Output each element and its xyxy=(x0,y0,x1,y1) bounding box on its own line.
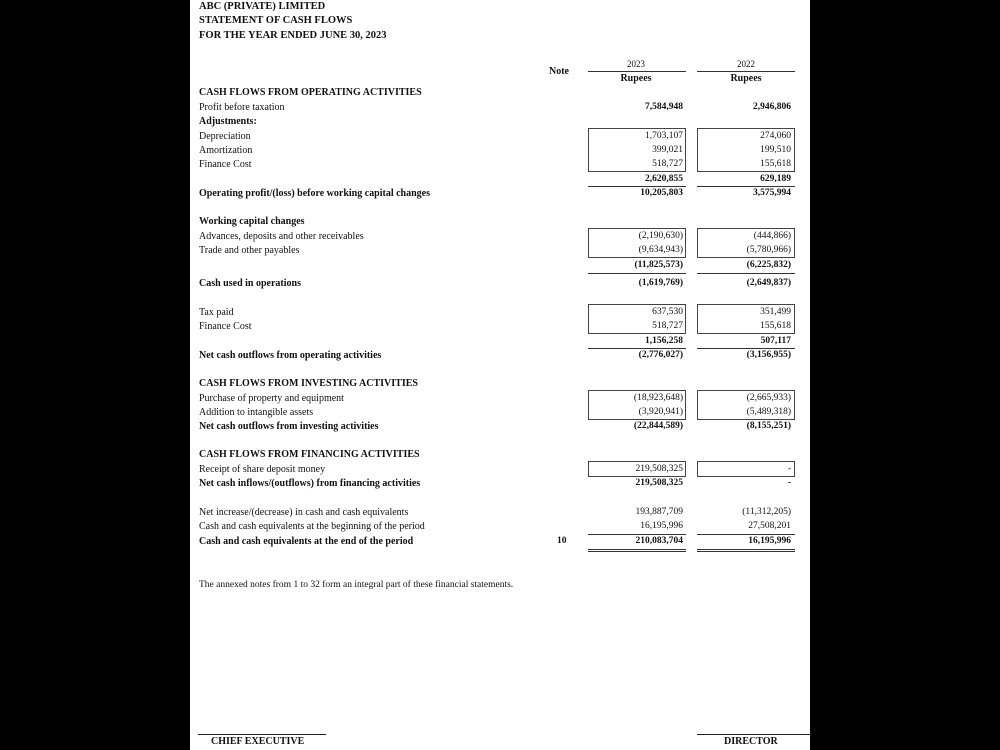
tax-total-2023: 1,156,258 xyxy=(645,336,683,346)
director-signature-line xyxy=(697,734,810,735)
adjustments-total-2022: 629,189 xyxy=(760,174,791,184)
financing-section-title: CASH FLOWS FROM FINANCING ACTIVITIES xyxy=(199,449,420,460)
finance-cost-paid-2022: 155,618 xyxy=(760,321,791,331)
beginning-cash-2022: 27,508,201 xyxy=(748,521,791,531)
year-2022-header: 2022 xyxy=(737,59,755,69)
net-operating-2022: (3,156,955) xyxy=(746,350,791,360)
tax-paid-label: Tax paid xyxy=(199,307,234,318)
tax-paid-2022: 351,499 xyxy=(760,307,791,317)
rule-tax-2022 xyxy=(697,348,795,349)
rule-end-bottom-2022 xyxy=(697,549,795,552)
net-increase-2022: (11,312,205) xyxy=(742,507,791,517)
finance-cost-2023: 518,727 xyxy=(652,159,683,169)
ending-cash-label: Cash and cash equivalents at the end of the period xyxy=(199,536,414,547)
finance-cost-paid-2023: 518,727 xyxy=(652,321,683,331)
profit-2022: 2,946,806 xyxy=(753,102,791,112)
finance-cost-label: Finance Cost xyxy=(199,159,252,170)
finance-cost-paid-label: Finance Cost xyxy=(199,321,252,332)
rule-end-top-2022 xyxy=(697,534,795,535)
period-title: FOR THE YEAR ENDED JUNE 30, 2023 xyxy=(199,30,387,41)
beginning-cash-2023: 16,195,996 xyxy=(640,521,683,531)
adjustments-label: Adjustments: xyxy=(199,116,257,127)
adjustments-total-2023: 2,620,855 xyxy=(645,174,683,184)
intangible-2022: (5,489,318) xyxy=(746,407,791,417)
advances-label: Advances, deposits and other receivables xyxy=(199,231,364,242)
net-investing-2022: (8,155,251) xyxy=(746,421,791,431)
rule-end-bottom-2023 xyxy=(588,549,686,552)
ending-cash-note: 10 xyxy=(557,536,567,546)
wc-total-2022: (6,225,832) xyxy=(746,260,791,270)
operating-profit-2022: 3,575,994 xyxy=(753,188,791,198)
statement-title: STATEMENT OF CASH FLOWS xyxy=(199,15,353,26)
statement-page xyxy=(190,0,810,750)
working-capital-title: Working capital changes xyxy=(199,216,305,227)
ceo-signature-line xyxy=(198,734,326,735)
share-deposit-2022: - xyxy=(787,464,791,474)
share-deposit-label: Receipt of share deposit money xyxy=(199,464,326,475)
ending-cash-2023: 210,083,704 xyxy=(635,536,683,546)
net-financing-2023: 219,508,325 xyxy=(635,478,683,488)
cash-used-2022: (2,649,837) xyxy=(746,278,791,288)
ending-cash-2022: 16,195,996 xyxy=(748,536,791,546)
net-operating-2023: (2,776,027) xyxy=(638,350,683,360)
rule-tax-2023 xyxy=(588,348,686,349)
intangible-2023: (3,920,941) xyxy=(638,407,683,417)
amortization-2022: 199,510 xyxy=(760,145,791,155)
intangible-label: Addition to intangible assets xyxy=(199,407,314,418)
tax-paid-2023: 637,530 xyxy=(652,307,683,317)
operating-section-title: CASH FLOWS FROM OPERATING ACTIVITIES xyxy=(199,87,422,98)
wc-total-2023: (11,825,573) xyxy=(634,260,683,270)
rule-wc-2023 xyxy=(588,273,686,274)
rule-adj-2022 xyxy=(697,186,795,187)
amortization-label: Amortization xyxy=(199,145,253,156)
finance-cost-2022: 155,618 xyxy=(760,159,791,169)
year-2023-header: 2023 xyxy=(627,59,645,69)
share-deposit-2023: 219,508,325 xyxy=(635,464,683,474)
depreciation-label: Depreciation xyxy=(199,131,251,142)
note-header: Note xyxy=(549,66,569,77)
depreciation-2023: 1,703,107 xyxy=(645,131,683,141)
unit-2022: Rupees xyxy=(730,73,762,84)
director-label: DIRECTOR xyxy=(724,736,778,747)
rule-end-top-2023 xyxy=(588,534,686,535)
header-rule-2023 xyxy=(588,71,686,72)
header-rule-2022 xyxy=(697,71,795,72)
trade-payables-label: Trade and other payables xyxy=(199,245,300,256)
purchase-ppe-label: Purchase of property and equipment xyxy=(199,393,344,404)
investing-section-title: CASH FLOWS FROM INVESTING ACTIVITIES xyxy=(199,378,418,389)
advances-2022: (444,866) xyxy=(753,231,791,241)
operating-profit-2023: 10,205,803 xyxy=(640,188,683,198)
profit-label: Profit before taxation xyxy=(199,102,285,113)
depreciation-2022: 274,060 xyxy=(760,131,791,141)
trade-payables-2023: (9,634,943) xyxy=(638,245,683,255)
purchase-ppe-2023: (18,923,648) xyxy=(633,393,683,403)
net-increase-2023: 193,887,709 xyxy=(635,507,683,517)
rule-adj-2023 xyxy=(588,186,686,187)
cash-used-2023: (1,619,769) xyxy=(638,278,683,288)
cash-used-label: Cash used in operations xyxy=(199,278,301,289)
trade-payables-2022: (5,780,966) xyxy=(746,245,791,255)
annexed-notes-footnote: The annexed notes from 1 to 32 form an integral part of these financial statements. xyxy=(199,580,514,590)
net-investing-2023: (22,844,589) xyxy=(633,421,683,431)
purchase-ppe-2022: (2,665,933) xyxy=(746,393,791,403)
net-financing-label: Net cash inflows/(outflows) from financing activities xyxy=(199,478,421,489)
unit-2023: Rupees xyxy=(620,73,652,84)
beginning-cash-label: Cash and cash equivalents at the beginning of the period xyxy=(199,521,425,532)
amortization-2023: 399,021 xyxy=(652,145,683,155)
rule-wc-2022 xyxy=(697,273,795,274)
tax-total-2022: 507,117 xyxy=(760,336,791,346)
net-financing-2022: - xyxy=(787,478,791,488)
net-increase-label: Net increase/(decrease) in cash and cash equivalents xyxy=(199,507,409,518)
company-name: ABC (PRIVATE) LIMITED xyxy=(199,1,326,12)
chief-executive-label: CHIEF EXECUTIVE xyxy=(211,736,305,747)
net-investing-label: Net cash outflows from investing activities xyxy=(199,421,379,432)
advances-2023: (2,190,630) xyxy=(638,231,683,241)
net-operating-label: Net cash outflows from operating activities xyxy=(199,350,382,361)
operating-profit-label: Operating profit/(loss) before working capital changes xyxy=(199,188,431,199)
profit-2023: 7,584,948 xyxy=(645,102,683,112)
